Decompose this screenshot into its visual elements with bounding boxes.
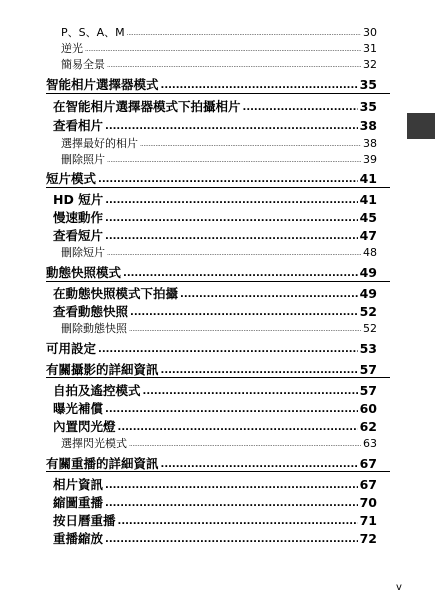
dot-leader (118, 423, 358, 433)
toc-entry-page: 71 (359, 512, 377, 527)
dot-leader (105, 499, 358, 509)
toc-entry[interactable] (61, 38, 377, 54)
dot-leader (127, 31, 361, 38)
toc-entry[interactable] (61, 149, 377, 165)
toc-entry[interactable] (53, 511, 377, 527)
toc-entry-page: 67 (359, 476, 377, 491)
page-number: v (396, 582, 402, 593)
dot-leader (143, 387, 358, 397)
toc-entry[interactable] (53, 97, 377, 113)
dot-leader (98, 175, 358, 185)
dot-leader (123, 269, 358, 279)
toc-entry[interactable] (53, 529, 377, 545)
toc-entry-title: 縮圖重播 (53, 494, 104, 509)
section-rule (46, 187, 390, 188)
toc-section-page: 35 (359, 76, 377, 91)
toc-entry-page: 60 (359, 400, 377, 415)
toc-section[interactable] (46, 454, 377, 470)
chapter-thumb-tab (407, 113, 435, 139)
toc-section-page: 57 (359, 361, 377, 376)
dot-leader (107, 63, 361, 70)
toc-entry-title: 刪除短片 (61, 246, 105, 258)
toc-entry[interactable] (61, 242, 377, 258)
dot-leader (105, 405, 358, 415)
toc-entry-title: 刪除動態快照 (61, 322, 127, 334)
toc-entry[interactable] (53, 493, 377, 509)
dot-leader (105, 122, 358, 132)
dot-leader (130, 308, 358, 318)
toc-entry[interactable] (61, 54, 377, 70)
toc-entry[interactable] (53, 399, 377, 415)
section-rule (46, 471, 390, 472)
toc-section-title: 有關攝影的詳細資訊 (46, 361, 159, 376)
toc-entry-page: 63 (363, 437, 377, 449)
toc-entry-title: HD 短片 (53, 191, 104, 206)
dot-leader (105, 232, 358, 242)
toc-entry[interactable] (61, 22, 377, 38)
toc-section[interactable] (46, 263, 377, 279)
toc-entry-title: 刪除照片 (61, 153, 105, 165)
dot-leader (107, 251, 361, 258)
toc-entry-page: 41 (359, 191, 377, 206)
toc-section-title: 智能相片選擇器模式 (46, 76, 159, 91)
toc-entry[interactable] (53, 417, 377, 433)
toc-entry-title: 自拍及遙控模式 (53, 382, 141, 397)
dot-leader (161, 366, 358, 376)
toc-entry-title: 逆光 (61, 42, 83, 54)
toc-section[interactable] (46, 339, 377, 355)
toc-entry[interactable] (53, 116, 377, 132)
toc-entry-title: 在智能相片選擇器模式下拍攝相片 (53, 98, 241, 113)
toc-entry-page: 38 (359, 117, 377, 132)
toc-section-page: 53 (359, 340, 377, 355)
toc-entry-title: 內置閃光燈 (53, 418, 116, 433)
toc-entry-title: 按日曆重播 (53, 512, 116, 527)
toc-entry-page: 35 (359, 98, 377, 113)
toc-section[interactable] (46, 75, 377, 91)
dot-leader (105, 214, 358, 224)
dot-leader (140, 142, 361, 149)
toc-entry[interactable] (61, 133, 377, 149)
toc-section-page: 49 (359, 264, 377, 279)
toc-entry-page: 31 (363, 42, 377, 54)
toc-entry-page: 30 (363, 26, 377, 38)
toc-entry[interactable] (53, 284, 377, 300)
toc-section-title: 動態快照模式 (46, 264, 122, 279)
toc-entry[interactable] (53, 475, 377, 491)
section-rule (46, 281, 390, 282)
dot-leader (98, 345, 358, 355)
toc-entry-page: 52 (363, 322, 377, 334)
toc-entry-title: 曝光補償 (53, 400, 104, 415)
toc-section-title: 有關重播的詳細資訊 (46, 455, 159, 470)
dot-leader (105, 481, 358, 491)
toc-entry-page: 57 (359, 382, 377, 397)
toc-entry[interactable] (53, 226, 377, 242)
section-rule (46, 93, 390, 94)
toc-entry[interactable] (61, 433, 377, 449)
toc-entry-page: 49 (359, 285, 377, 300)
toc-entry-title: 慢速動作 (53, 209, 104, 224)
dot-leader (118, 517, 358, 527)
dot-leader (105, 196, 357, 206)
toc-entry[interactable] (53, 190, 377, 206)
dot-leader (161, 81, 358, 91)
toc-section-page: 67 (359, 455, 377, 470)
dot-leader (129, 442, 361, 449)
dot-leader (180, 290, 358, 300)
toc-entry-title: 重播縮放 (53, 530, 104, 545)
toc-entry-title: 選擇最好的相片 (61, 137, 138, 149)
toc-section-title: 可用設定 (46, 340, 97, 355)
toc-section-page: 41 (359, 170, 377, 185)
dot-leader (107, 158, 361, 165)
toc-entry-page: 70 (359, 494, 377, 509)
dot-leader (85, 47, 361, 54)
toc-entry[interactable] (53, 302, 377, 318)
dot-leader (129, 327, 361, 334)
toc-entry-title: 相片資訊 (53, 476, 104, 491)
toc-section-title: 短片模式 (46, 170, 97, 185)
toc-entry-title: 查看動態快照 (53, 303, 129, 318)
section-rule (46, 377, 390, 378)
toc-entry-page: 48 (363, 246, 377, 258)
toc-entry-page: 62 (359, 418, 377, 433)
toc-entry-page: 39 (363, 153, 377, 165)
toc-entry[interactable] (53, 208, 377, 224)
toc-entry-title: 簡易全景 (61, 58, 105, 70)
dot-leader (243, 103, 358, 113)
toc-section[interactable] (46, 360, 377, 376)
toc-entry-title: P、S、A、M (61, 26, 125, 38)
toc-entry-page: 72 (359, 530, 377, 545)
toc-entry-page: 52 (359, 303, 377, 318)
dot-leader (105, 535, 358, 545)
toc-entry-title: 查看短片 (53, 227, 104, 242)
toc-entry-page: 38 (363, 137, 377, 149)
toc-entry[interactable] (61, 318, 377, 334)
toc-entry-title: 選擇閃光模式 (61, 437, 127, 449)
toc-entry-title: 在動態快照模式下拍攝 (53, 285, 179, 300)
toc-entry-page: 32 (363, 58, 377, 70)
toc-section[interactable] (46, 169, 377, 185)
toc-entry-page: 45 (359, 209, 377, 224)
toc-entry-title: 查看相片 (53, 117, 104, 132)
toc-entry[interactable] (53, 381, 377, 397)
dot-leader (161, 460, 358, 470)
toc-entry-page: 47 (359, 227, 377, 242)
